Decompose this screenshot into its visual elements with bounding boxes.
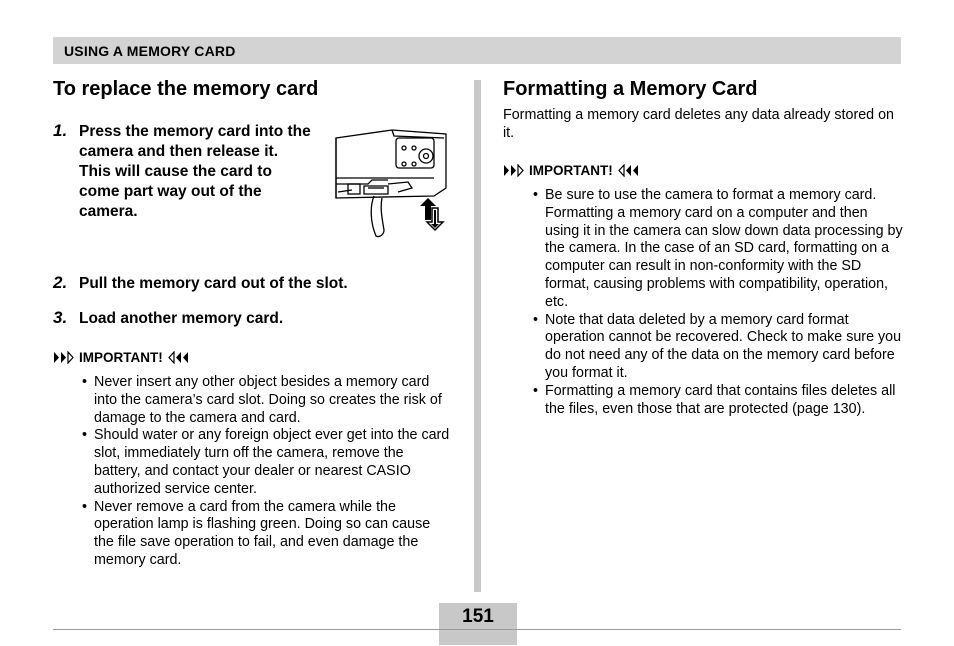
list-item: • Never insert any other object besides a memory card into the camera’s card slot. Doing so creates the risk of damage to the camera and card. (82, 374, 454, 427)
list-item: • Never remove a card from the camera while the operation lamp is flashing green. Doing so can cause the file save operation to fail, and even damage the memory card. (82, 499, 454, 570)
right-important-label (503, 163, 639, 178)
important-arrows-right-icon (53, 351, 75, 364)
left-important-list (82, 374, 454, 570)
left-important-text: IMPORTANT! (79, 350, 163, 365)
right-important-text: IMPORTANT! (529, 163, 613, 178)
camera-card-slot-illustration (328, 126, 450, 240)
list-item: • Note that data deleted by a memory card format operation cannot be recovered. Check to make sure you do not need any of the data on the memory card before you format it. (533, 312, 903, 383)
step-3-number: 3. (53, 308, 68, 327)
list-item: • Be sure to use the camera to format a memory card. Formatting a memory card on a computer and then using it in the camera can slow down data processing by the camera. In the case of an SD card, formatting on a computer can result in non-conformity with the SD format, causing problems with compatibility, operation, etc. (533, 187, 903, 312)
important-arrows-left-icon (617, 164, 639, 177)
right-important-list (533, 187, 903, 418)
important-arrows-left-icon (167, 351, 189, 364)
step-2-text: Pull the memory card out of the slot. (79, 275, 348, 292)
step-2-number: 2. (53, 273, 68, 292)
step-1-text: Press the memory card into the camera and then release it. This will cause the card to come part way out of the camera. (79, 123, 311, 220)
page-number-box (439, 603, 517, 645)
right-intro: Formatting a memory card deletes any data already stored on it. (503, 107, 894, 141)
important-arrows-right-icon (503, 164, 525, 177)
section-header-band (53, 37, 901, 64)
left-important-label (53, 350, 189, 365)
page-number: 151 (462, 606, 494, 627)
step-1-number: 1. (53, 121, 68, 140)
list-item: • Should water or any foreign object ever get into the card slot, immediately turn off the camera, remove the battery, and contact your dealer or nearest CASIO authorized service center. (82, 427, 454, 498)
column-divider (474, 80, 481, 592)
step-3-text: Load another memory card. (79, 310, 284, 327)
left-heading: To replace the memory card (53, 78, 319, 100)
right-heading: Formatting a Memory Card (503, 78, 758, 100)
section-title: USING A MEMORY CARD (64, 42, 236, 59)
list-item: • Formatting a memory card that contains files deletes all the files, even those that are protected (page 130). (533, 383, 903, 419)
